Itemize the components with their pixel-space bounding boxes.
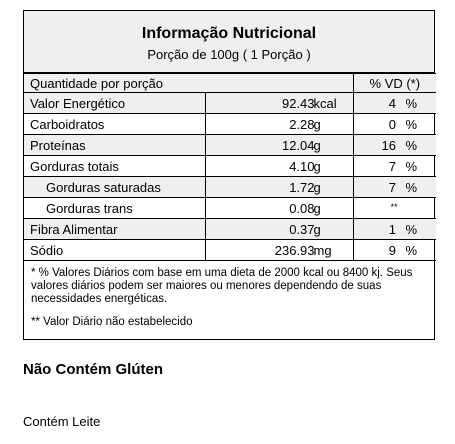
serving-size: Porção de 100g ( 1 Porção ) xyxy=(147,47,311,62)
table-row xyxy=(24,135,436,156)
nutrient-label: Gorduras trans xyxy=(24,198,205,219)
nutrient-label: Proteínas xyxy=(24,135,205,156)
nutrient-amount: 4.10 g xyxy=(205,156,353,177)
nutrient-label: Gorduras saturadas xyxy=(24,177,205,198)
nutrient-amount: 0.08 g xyxy=(205,198,353,219)
nutrient-daily-value: 16 % xyxy=(353,135,436,156)
nutrition-facts-panel xyxy=(23,10,435,340)
nutrient-daily-value: 7 % xyxy=(353,177,436,198)
nutrition-table xyxy=(24,73,436,261)
table-row xyxy=(24,219,436,240)
nutrient-daily-value: 0 % xyxy=(353,114,436,135)
nutrient-label: Fibra Alimentar xyxy=(24,219,205,240)
nutrient-label: Gorduras totais xyxy=(24,156,205,177)
table-row xyxy=(24,240,436,261)
table-row xyxy=(24,93,436,114)
nutrient-daily-value: 9 % xyxy=(353,240,436,261)
header-daily-value: % VD (*) xyxy=(353,74,436,93)
nutrient-label: Carboidratos xyxy=(24,114,205,135)
header-quantity: Quantidade por porção xyxy=(24,74,353,93)
table-row xyxy=(24,177,436,198)
nutrient-amount: 2.28 g xyxy=(205,114,353,135)
table-row xyxy=(24,156,436,177)
nutrient-daily-value: ** xyxy=(353,198,436,219)
nutrient-label: Sódio xyxy=(24,240,205,261)
not-established-footnote: ** Valor Diário não estabelecido xyxy=(31,316,193,328)
gluten-notice: Não Contém Glúten xyxy=(23,361,164,378)
nutrient-amount: 236.93 mg xyxy=(205,240,353,261)
panel-header xyxy=(24,11,434,73)
nutrient-daily-value: 1 % xyxy=(353,219,436,240)
table-row xyxy=(24,114,436,135)
nutrient-amount: 1.72 g xyxy=(205,177,353,198)
nutrient-amount: 92.43 kcal xyxy=(205,93,353,114)
table-row xyxy=(24,198,436,219)
nutrient-amount: 12.04 g xyxy=(205,135,353,156)
allergen-notice: Contém Leite xyxy=(23,414,101,429)
table-header-row xyxy=(24,74,436,93)
nutrient-daily-value: 7 % xyxy=(353,156,436,177)
nutrient-daily-value: 4 % xyxy=(353,93,436,114)
panel-title: Informação Nutricional xyxy=(141,25,317,42)
nutrient-label: Valor Energético xyxy=(24,93,205,114)
daily-values-footnote: * % Valores Diários com base em uma dieta de 2000 kcal ou 8400 kj. Seus valores diários podem ser maiores ou menores dependendo de suas necessidades energéticas. xyxy=(31,267,413,305)
nutrient-amount: 0.37 g xyxy=(205,219,353,240)
